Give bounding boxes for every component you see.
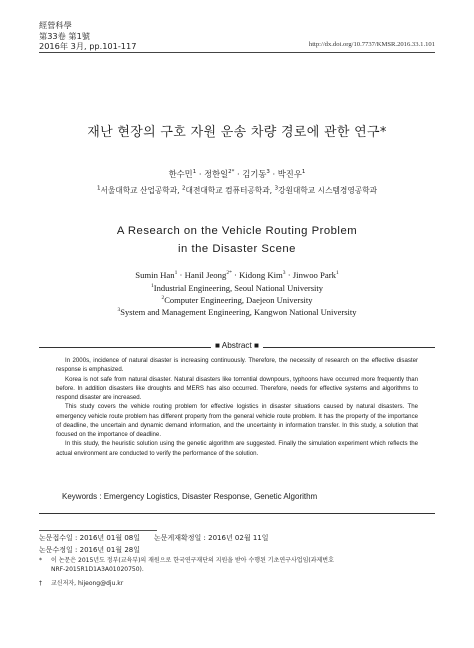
abstract-body	[56, 356, 418, 458]
author-name: Sumin Han	[135, 270, 175, 280]
superscript-marker: 3	[282, 270, 286, 277]
author-name: 정한일	[204, 169, 229, 179]
funding-mark: *	[39, 557, 42, 564]
journal-header	[39, 20, 136, 52]
affiliation-line	[0, 295, 474, 307]
author-separator: ·	[234, 169, 243, 179]
header-divider	[39, 52, 435, 53]
superscript-marker: 3	[274, 185, 279, 192]
submission-dates	[39, 532, 269, 556]
corresponding-author	[39, 578, 123, 587]
superscript-marker: 2*	[228, 169, 235, 176]
abstract-paragraph: In this study, the heuristic solution using the genetic algorithm are suggested. Finally the simulation experiment which reflects the actual environment are conducted to verify the performance of the solution.	[56, 440, 418, 457]
author-separator: ·	[269, 169, 278, 179]
abstract-label: ■ Abstract ■	[211, 341, 263, 350]
revised-date: 논문수정일 : 2016년 01월 28일	[39, 546, 140, 554]
keywords: Keywords : Emergency Logistics, Disaster Response, Genetic Algorithm	[62, 492, 318, 501]
author-name: Hanil Jeong	[184, 270, 227, 280]
superscript-marker: 1	[192, 169, 197, 176]
affiliation-text: System and Management Engineering, Kangwon National University	[120, 306, 357, 317]
journal-name: 經營科學	[39, 20, 72, 30]
superscript-marker: 2*	[226, 270, 232, 277]
funding-note-line-1: 이 논문은 2015년도 정부(교육부)의 재원으로 한국연구재단의 지원을 받아 수행된 기초연구사업임(과제번호	[51, 557, 334, 564]
abstract-heading	[39, 341, 435, 353]
author-name: 김기동	[242, 169, 267, 179]
date-pages: 2016年 3月, pp.101-117	[39, 41, 137, 51]
affiliation-text: Computer Engineering, Daejeon University	[164, 294, 313, 305]
authors-korean	[0, 168, 474, 180]
affiliation-line	[0, 283, 474, 295]
superscript-marker: 2	[182, 185, 186, 192]
author-name: Kidong Kim	[239, 270, 283, 280]
funding-note-line-2: NRF-2015R1D1A3A01020750).	[51, 565, 144, 573]
superscript-marker: 1	[96, 185, 101, 192]
corresponding-mark: †	[39, 580, 42, 587]
superscript-marker: 1	[174, 270, 178, 277]
author-name: 한수민	[168, 169, 193, 179]
abstract-paragraph: Korea is not safe from natural disaster. Natural disasters like torrential downpours, typhoons have occurred more frequently than before. In addition disasters like droughts and MERS has also occurred. Therefore, needs for effective systems and algorithms to respond disaster are increased.	[56, 375, 418, 401]
author-separator: ·	[177, 270, 185, 280]
title-english-line-2: in the Disaster Scene	[178, 243, 296, 255]
author-separator: ·	[285, 270, 293, 280]
superscript-marker: 1	[301, 169, 306, 176]
footnote-divider	[39, 530, 157, 531]
abstract-paragraph: This study covers the vehicle routing problem for effective logistics in disaster situations caused by natural disasters. The emergency vehicle route problem has different property from the general vehicle route problem. It has the property of the importance of deadline, the uncertain and dynamic demand information, and the uncertainty in information transfer. In this study, a solution that focused on the importance of deadline.	[56, 403, 418, 438]
received-date: 논문접수일 : 2016년 01월 08일	[39, 534, 140, 542]
affiliation-text: 대전대학교 컴퓨터공학과,	[185, 186, 275, 195]
confirmed-date: 논문게재확정일 : 2016년 02월 11일	[153, 534, 269, 542]
affiliations-english	[0, 283, 474, 318]
doi-link[interactable]: http://dx.doi.org/10.7737/KMSR.2016.33.1.101	[308, 41, 435, 48]
corresponding-email[interactable]: 교신저자, hijeong@dju.kr	[51, 580, 124, 587]
author-separator: ·	[231, 270, 240, 280]
affiliation-text: Industrial Engineering, Seoul National University	[153, 283, 323, 293]
title-english-line-1: A Research on the Vehicle Routing Problem	[116, 225, 358, 237]
authors-english	[0, 270, 474, 280]
abstract-bottom-divider	[39, 513, 435, 514]
superscript-marker: 3	[117, 306, 121, 313]
superscript-marker: 2	[161, 294, 165, 301]
affiliation-line	[0, 307, 474, 319]
abstract-paragraph: In 2000s, incidence of natural disaster is increasing continuously. Therefore, the necessity of research on the effective disaster response is emphasized.	[56, 357, 418, 374]
author-separator: ·	[196, 169, 205, 179]
title-english	[0, 222, 474, 258]
affiliations-korean	[0, 185, 474, 196]
author-name: Jinwoo Park	[292, 270, 336, 280]
author-name: 박진우	[277, 169, 302, 179]
superscript-marker: 1	[150, 283, 154, 290]
superscript-marker: 1	[335, 270, 339, 277]
title-korean: 재난 현장의 구호 자원 운송 차량 경로에 관한 연구*	[87, 125, 387, 140]
affiliation-text: 강원대학교 시스템경영공학과	[278, 186, 378, 195]
funding-note	[39, 557, 435, 574]
superscript-marker: 3	[266, 169, 270, 176]
volume-issue: 第33卷 第1號	[39, 30, 90, 41]
affiliation-text: 서울대학교 산업공학과,	[100, 186, 183, 195]
